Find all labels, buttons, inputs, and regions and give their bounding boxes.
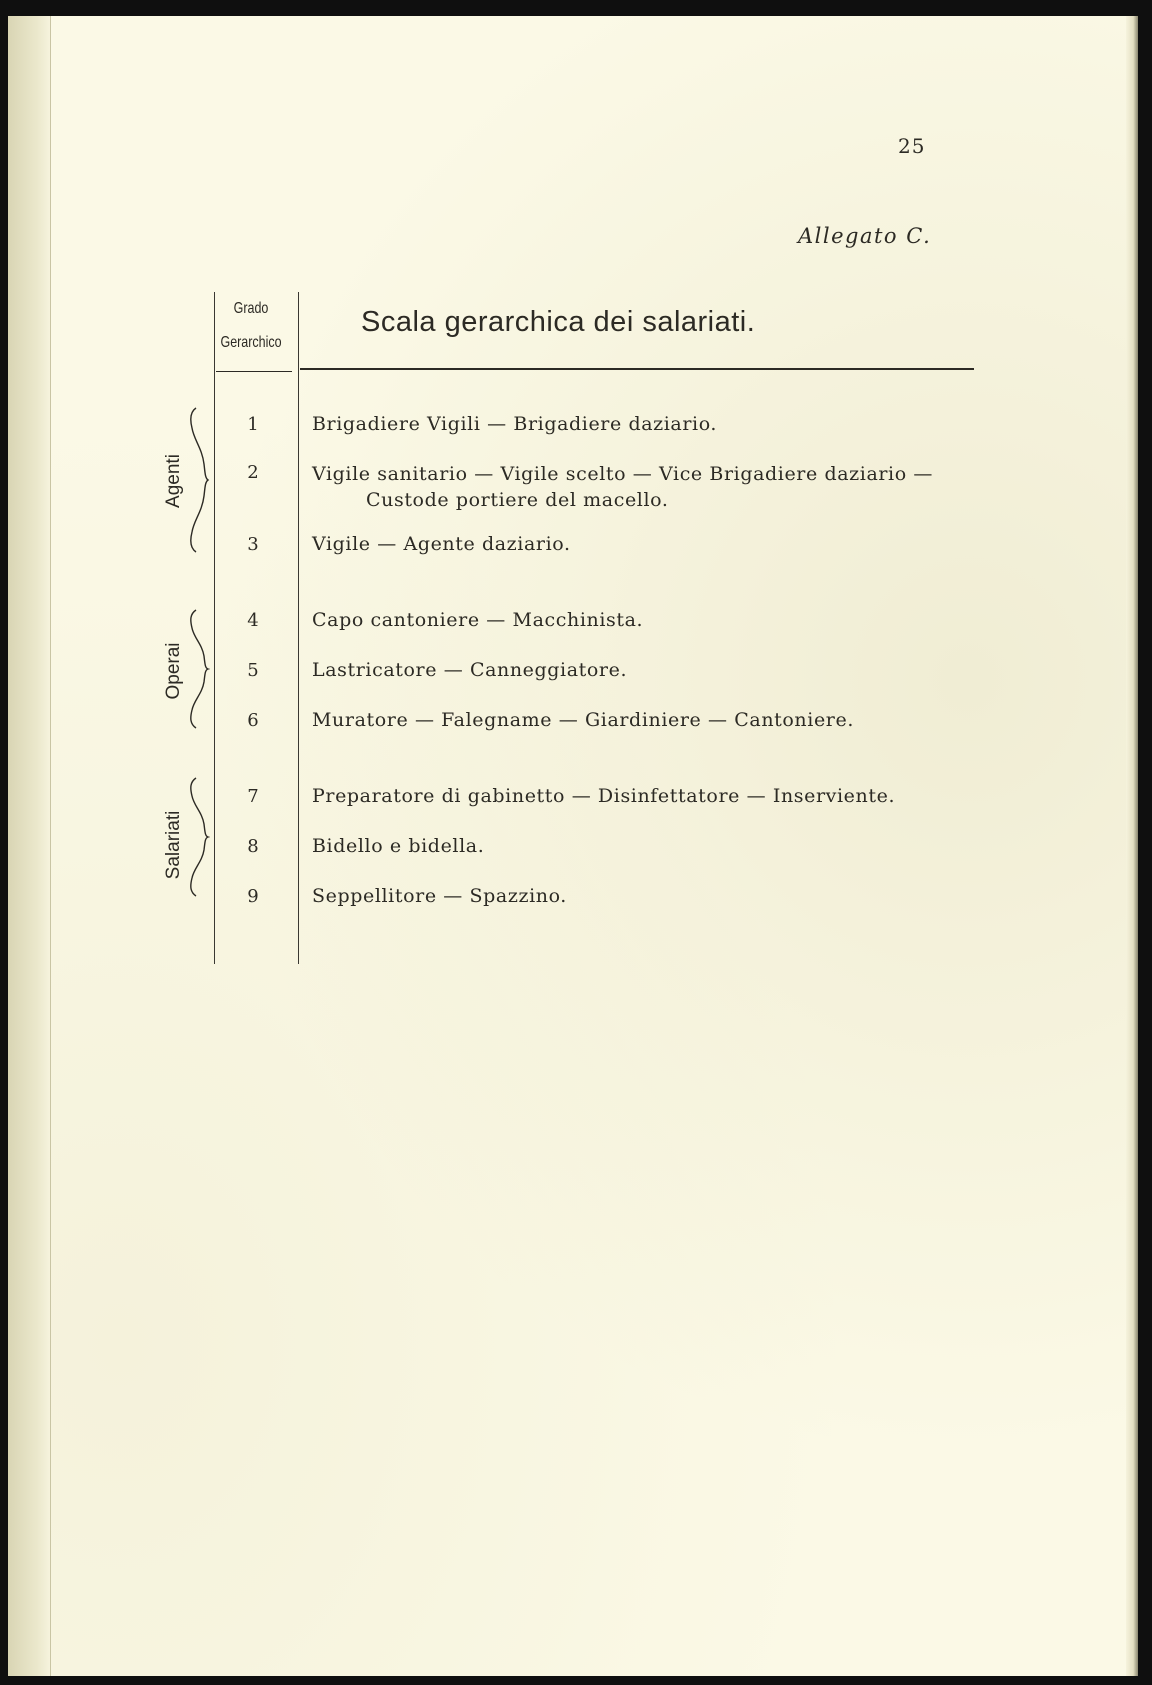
rank-number: 2 [247, 462, 259, 483]
title-rule [300, 368, 974, 370]
group-label-agenti: Agenti [163, 454, 184, 508]
group-label-salariati: Salariati [163, 810, 184, 880]
group-label-operai: Operai [163, 642, 184, 700]
rank-entry: Seppellitore — Spazzino. [312, 885, 567, 907]
rank-entry: Vigile — Agente daziario. [312, 533, 571, 555]
rank-entry [312, 461, 933, 513]
table-column-divider [214, 292, 215, 964]
annex-label: Allegato C. [798, 224, 932, 248]
rank-entry: Preparatore di gabinetto — Disinfettatore — Inserviente. [312, 785, 896, 807]
rank-number: 4 [247, 610, 259, 631]
rank-number: 7 [247, 786, 259, 807]
grade-header-line-1: Grado [233, 300, 269, 317]
group-brace-operai [188, 608, 210, 730]
rank-entry: Muratore — Falegname — Giardiniere — Cantoniere. [312, 709, 854, 731]
group-brace-salariati [188, 776, 210, 898]
page-number: 25 [898, 134, 926, 158]
document-page [8, 16, 1138, 1676]
grade-header-line-2: Gerarchico [220, 334, 282, 351]
rank-entry: Bidello e bidella. [312, 835, 485, 857]
rank-number: 3 [247, 534, 259, 555]
rank-number: 9 [247, 886, 259, 907]
binding-gutter [8, 16, 51, 1676]
group-brace-agenti [188, 406, 210, 554]
rank-number: 8 [247, 836, 259, 857]
page-edge [1126, 16, 1138, 1676]
rank-entry-continuation: Custode portiere del macello. [366, 489, 669, 511]
table-title: Scala gerarchica dei salariati. [361, 306, 756, 338]
grade-column-header [217, 292, 284, 360]
rank-entry: Lastricatore — Canneggiatore. [312, 659, 628, 681]
rank-number: 1 [247, 414, 259, 435]
rank-number: 5 [247, 660, 259, 681]
rank-entry: Brigadiere Vigili — Brigadiere daziario. [312, 413, 718, 435]
rank-number: 6 [247, 710, 259, 731]
table-column-divider [298, 292, 299, 964]
rank-entry-line: Vigile sanitario — Vigile scelto — Vice Brigadiere daziario — [312, 463, 934, 485]
grade-header-rule [216, 371, 292, 372]
rank-entry: Capo cantoniere — Macchinista. [312, 609, 644, 631]
